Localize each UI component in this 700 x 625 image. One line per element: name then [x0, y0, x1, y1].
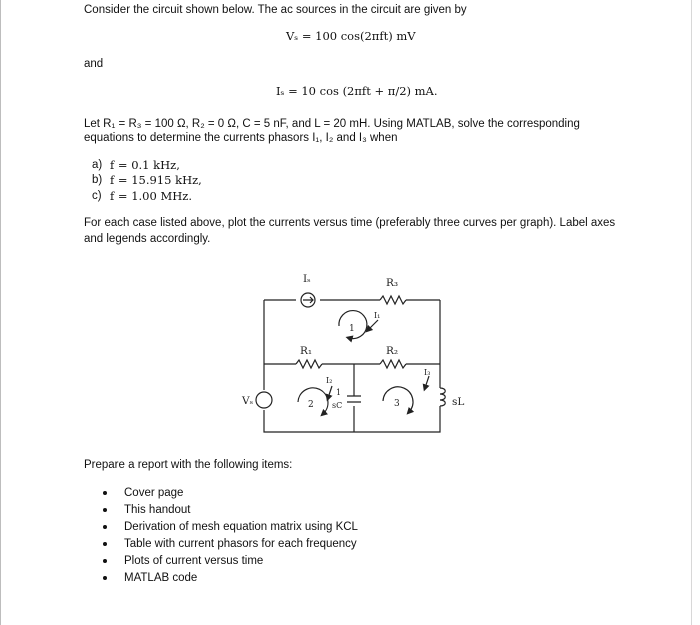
report-item: MATLAB code	[124, 572, 198, 584]
resistor-r1	[296, 360, 322, 368]
case-c-text: f = 1.00 MHz.	[110, 189, 192, 203]
capacitor-plates	[347, 396, 361, 402]
mesh-number-1: 1	[349, 324, 355, 334]
case-a-text: f = 0.1 kHz,	[110, 158, 180, 172]
bullet-dot	[103, 542, 107, 546]
vs-equation: Vₛ = 100 cos(2πft) mV	[286, 29, 416, 43]
voltage-source-vs	[256, 392, 272, 408]
is-equation: Iₛ = 10 cos (2πft + π/2) mA.	[276, 84, 438, 98]
label-c-den: sC	[332, 401, 343, 410]
page-border-left	[0, 0, 1, 625]
given-line-1: Let R₁ = R₃ = 100 Ω, R₂ = 0 Ω, C = 5 nF, and L = 20 mH. Using MATLAB, solve the corresponding	[84, 118, 580, 130]
bullet-dot	[103, 491, 107, 495]
mesh-number-3: 3	[394, 399, 400, 409]
report-item: Cover page	[124, 487, 184, 499]
and-text: and	[84, 58, 104, 70]
case-a-label: a)	[92, 159, 103, 171]
resistor-r3	[380, 296, 406, 304]
current-source-arrow	[303, 297, 313, 303]
label-c-num: 1	[336, 388, 342, 397]
label-r3: R₃	[386, 277, 399, 289]
label-i3: I₃	[424, 368, 431, 377]
bullet-dot	[103, 508, 107, 512]
inductor-l	[440, 388, 445, 406]
plot-line-2: and legends accordingly.	[84, 233, 211, 245]
circuit-diagram	[228, 266, 488, 438]
page-border-right	[691, 0, 692, 625]
bullet-dot	[103, 576, 107, 580]
bullet-dot	[103, 525, 107, 529]
given-line-2: equations to determine the currents phasors I₁, I₂ and I₃ when	[84, 132, 398, 144]
label-vs: Vₛ	[242, 395, 254, 407]
label-r2: R₂	[386, 345, 399, 357]
arrow-i1	[368, 320, 378, 330]
label-is: Iₛ	[303, 273, 311, 285]
report-item: Table with current phasors for each frequency	[124, 538, 357, 550]
arrow-i3	[425, 376, 429, 388]
case-c-label: c)	[92, 190, 102, 202]
report-item: Derivation of mesh equation matrix using KCL	[124, 521, 358, 533]
arrow-i2	[328, 386, 332, 398]
bullet-dot	[103, 559, 107, 563]
case-b-text: f = 15.915 kHz,	[110, 173, 202, 187]
case-b-label: b)	[92, 174, 103, 186]
resistor-r2	[380, 360, 406, 368]
wire-right-lower	[354, 406, 440, 432]
label-r1: R₁	[300, 345, 313, 357]
label-i2: I₂	[326, 376, 333, 385]
report-item: Plots of current versus time	[124, 555, 264, 567]
label-sl: sL	[452, 396, 465, 408]
wire-bottom-left	[264, 410, 354, 432]
report-intro: Prepare a report with the following items:	[84, 459, 293, 471]
intro-text: Consider the circuit shown below. The ac sources in the circuit are given by	[84, 4, 467, 16]
plot-line-1: For each case listed above, plot the currents versus time (preferably three curves per graph). Label axes	[84, 217, 616, 229]
mesh-number-2: 2	[308, 400, 314, 410]
label-i1: I₁	[374, 311, 381, 320]
report-item: This handout	[124, 504, 191, 516]
